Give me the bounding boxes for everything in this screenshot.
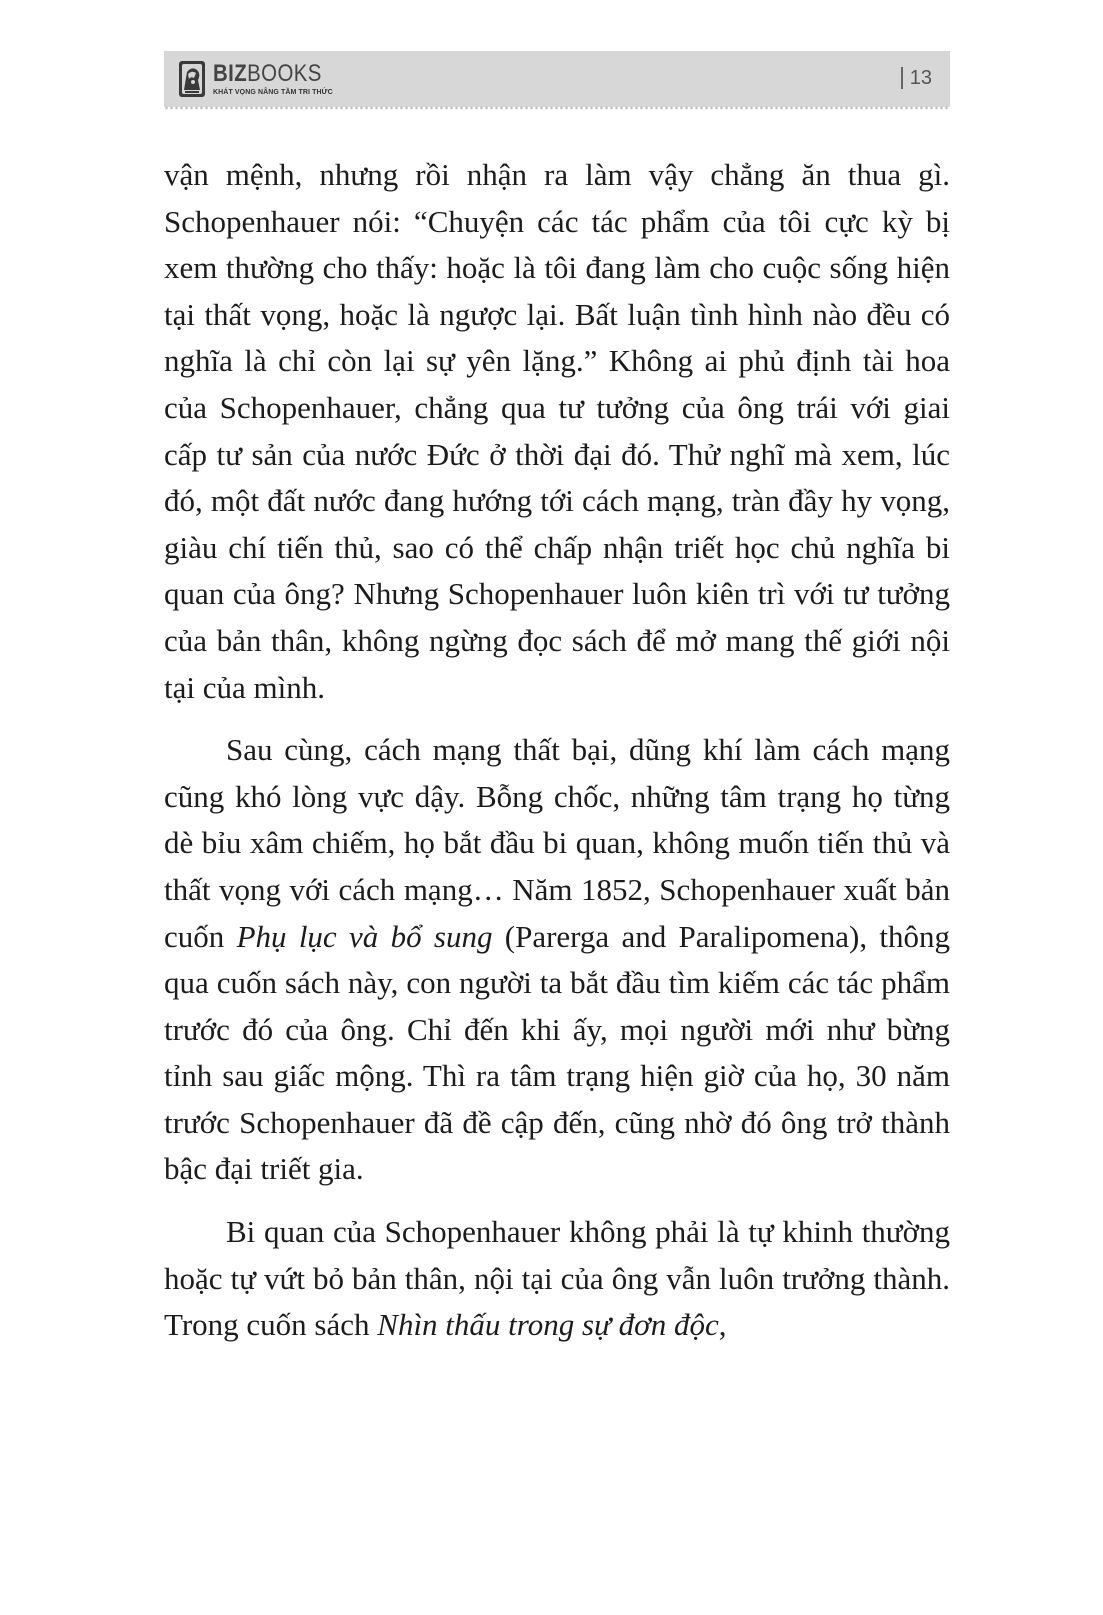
brand-tagline: KHÁT VỌNG NÂNG TẦM TRI THỨC bbox=[213, 88, 333, 96]
page-number bbox=[901, 66, 932, 90]
page-number-separator bbox=[901, 67, 903, 89]
brand-name bbox=[213, 59, 322, 87]
paragraph-2-text-a: Sau cùng, cách mạng thất bại, dũng khí làm cách mạng cũng khó lòng vực dậy. Bỗng chốc, những tâm trạng họ từng dè bỉu xâm chiếm, họ bắt đầu bi quan, không muốn tiến thủ và thất vọng với cách mạng… Năm 1852, Schopenhauer xuất bản cuốn bbox=[164, 732, 950, 954]
paragraph-1: vận mệnh, nhưng rồi nhận ra làm vậy chẳng ăn thua gì. Schopenhauer nói: “Chuyện các tác phẩm của tôi cực kỳ bị xem thường cho thấy: hoặc là tôi đang làm cho cuộc sống hiện tại thất vọng, hoặc là ngược lại. Bất luận tình hình nào đều có nghĩa là chỉ còn lại sự yên lặng.” Không ai phủ định tài hoa của Schopenhauer, chẳng qua tư tưởng của ông trái với giai cấp tư sản của nước Đức ở thời đại đó. Thử nghĩ mà xem, lúc đó, một đất nước đang hướng tới cách mạng, tràn đầy hy vọng, giàu chí tiến thủ, sao có thể chấp nhận triết học chủ nghĩa bi quan của ông? Nhưng Schopenhauer luôn kiên trì với tư tưởng của bản thân, không ngừng đọc sách để mở mang thế giới nội tại của mình. bbox=[164, 157, 950, 705]
page-header bbox=[164, 51, 950, 107]
paragraph-2-text-b: (Parerga and Paralipomena), thông qua cuốn sách này, con người ta bắt đầu tìm kiếm các tác phẩm trước đó của ông. Chỉ đến khi ấy, mọi người mới như bừng tỉnh sau giấc mộng. Thì ra tâm trạng hiện giờ của họ, 30 năm trước Schopenhauer đã đề cập đến, cũng nhờ đó ông trở thành bậc đại triết gia. bbox=[164, 918, 950, 1187]
brand-name-bold: BIZ bbox=[213, 59, 248, 87]
paragraph-3-text-b: , bbox=[718, 1307, 727, 1343]
paragraph-2 bbox=[164, 727, 950, 1193]
bizbooks-emblem-icon bbox=[178, 60, 206, 98]
paragraph-3-book-title: Nhìn thấu trong sự đơn độc bbox=[377, 1307, 719, 1343]
brand-name-light: BOOKS bbox=[247, 59, 322, 87]
body-text bbox=[164, 152, 950, 1349]
bizbooks-logo bbox=[178, 59, 341, 99]
paragraph-3-text-a: Bi quan của Schopenhauer không phải là tự khinh thường hoặc tự vứt bỏ bản thân, nội tại của ông vẫn luôn trưởng thành. Trong cuốn sách bbox=[164, 1214, 950, 1343]
paragraph-3 bbox=[164, 1209, 950, 1349]
page-number-value: 13 bbox=[909, 67, 932, 89]
paragraph-2-book-title: Phụ lục và bổ sung bbox=[236, 918, 493, 954]
